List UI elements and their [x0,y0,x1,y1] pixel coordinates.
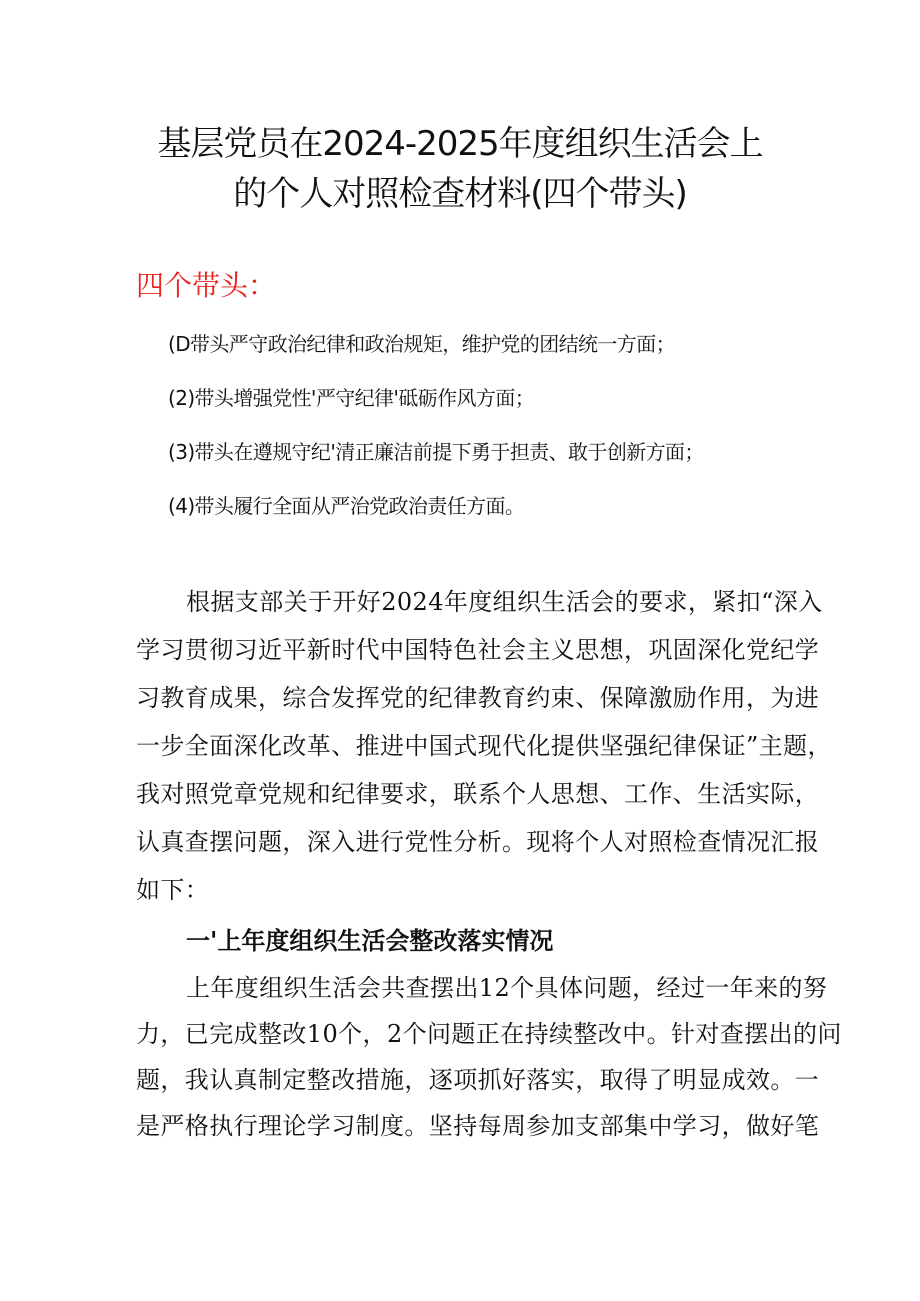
list-item: (3)带头在遵规守纪'清正廉洁前提下勇于担责、敢于创新方面； [168,440,704,464]
paragraph-line: 习教育成果，综合发挥党的纪律教育约束、保障激励作用，为进 [136,684,820,712]
paragraph-line: 学习贯彻习近平新时代中国特色社会主义思想，巩固深化党纪学 [136,636,820,664]
paragraph-line: 我对照党章党规和纪律要求，联系个人思想、工作、生活实际， [136,780,820,808]
paragraph-line: 一步全面深化改革、推进中国式现代化提供坚强纪律保证”主题， [136,732,832,760]
section-heading: 四个带头： [136,269,277,302]
document-title-line-2: 的个人对照检查材料(四个带头) [233,174,687,214]
paragraph-line: 根据支部关于开好2024年度组织生活会的要求，紧扣“深入 [186,588,823,616]
paragraph-line: 是严格执行理论学习制度。坚持每周参加支部集中学习，做好笔 [136,1112,820,1140]
list-item: (D带头严守政治纪律和政治规矩，维护党的团结统一方面； [168,332,676,356]
paragraph-line: 题，我认真制定整改措施，逐项抓好落实，取得了明显成效。一 [136,1066,820,1094]
subsection-heading: 一'上年度组织生活会整改落实情况 [186,926,554,955]
paragraph-line: 认真查摆问题，深入进行党性分析。现将个人对照检查情况汇报 [136,828,820,856]
list-item: (2)带头增强党性'严守纪律'砥砺作风方面； [168,386,535,410]
paragraph-line: 如下： [136,876,210,904]
document-title-line-1: 基层党员在2024-2025年度组织生活会上 [157,124,763,164]
list-item: (4)带头履行全面从严治党政治责任方面。 [168,494,525,518]
paragraph-line: 上年度组织生活会共查摆出12个具体问题，经过一年来的努 [186,974,828,1002]
paragraph-line: 力，已完成整改10个，2个问题正在持续整改中。针对查摆出的问 [136,1020,842,1048]
